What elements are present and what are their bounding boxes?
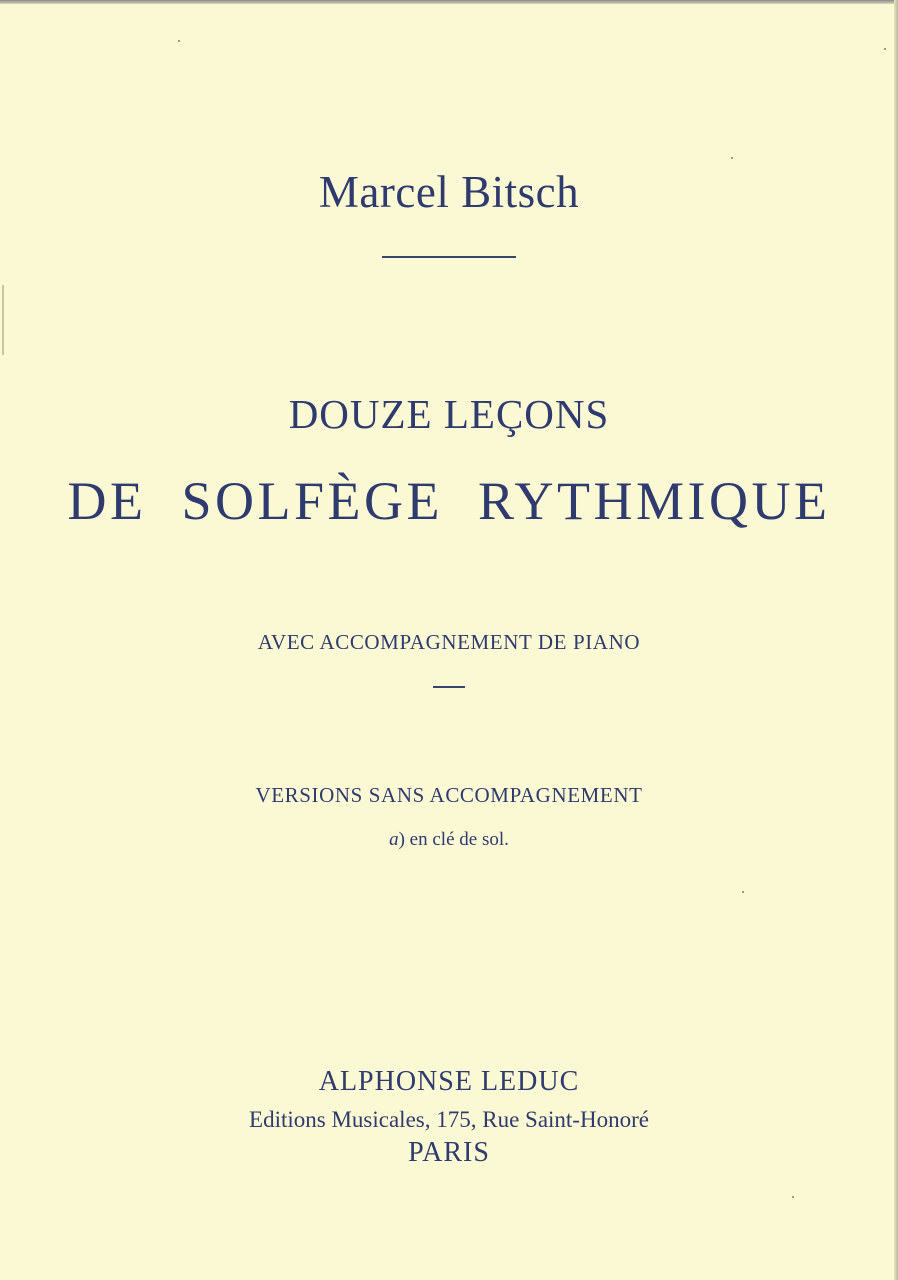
paper-speck	[731, 157, 733, 159]
versions-item-marker: a	[389, 829, 399, 850]
paper-speck	[742, 891, 744, 893]
versions-item	[0, 829, 898, 851]
title-line-1: DOUZE LEÇONS	[288, 391, 610, 437]
subtitle: AVEC ACCOMPAGNEMENT DE PIANO	[257, 630, 641, 654]
versions-item-text: ) en clé de sol.	[398, 829, 509, 850]
page-left-mark	[2, 285, 4, 355]
versions-heading: VERSIONS SANS ACCOMPAGNEMENT	[255, 783, 643, 807]
separator-dash	[433, 686, 465, 688]
publisher-city: PARIS	[408, 1137, 490, 1168]
publisher-address: Editions Musicales, 175, Rue Saint-Honoré	[249, 1107, 649, 1132]
author-underline	[382, 256, 516, 258]
publisher-name: ALPHONSE LEDUC	[318, 1066, 580, 1097]
paper-speck	[178, 40, 180, 42]
page-top-edge	[0, 0, 898, 4]
title-line-2: DE SOLFÈGE RYTHMIQUE	[67, 471, 831, 531]
paper-speck	[792, 1196, 794, 1198]
paper-speck	[884, 48, 886, 50]
author-name: Marcel Bitsch	[318, 167, 580, 217]
